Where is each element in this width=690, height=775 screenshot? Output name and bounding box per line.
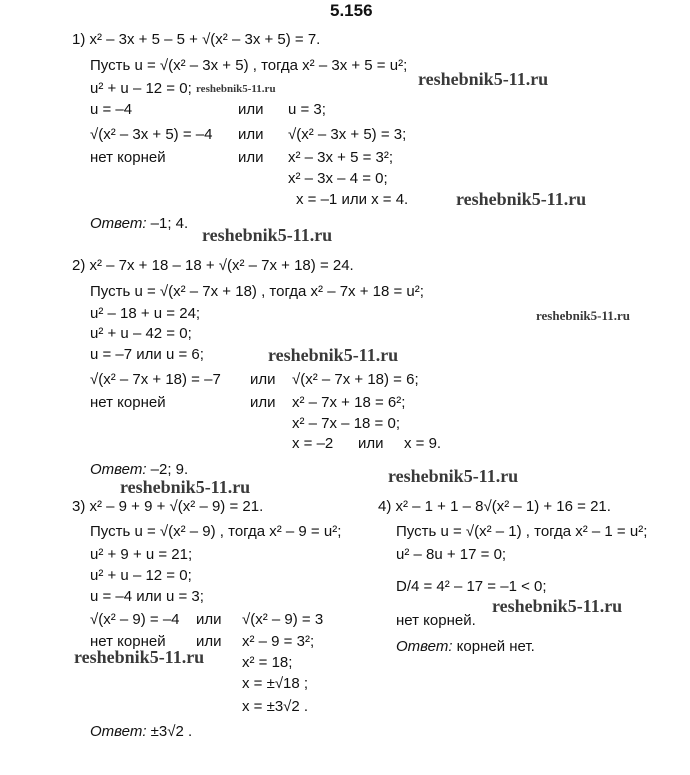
solution-line: √(x² – 7x + 18) = –7 bbox=[90, 371, 221, 388]
equation-line: 2) x² – 7x + 18 – 18 + √(x² – 7x + 18) = 24. bbox=[72, 257, 354, 274]
watermark: reshebnik5-11.ru bbox=[492, 596, 623, 616]
solution-line: x = ±3√2 . bbox=[242, 698, 309, 715]
connector-text: или bbox=[250, 394, 276, 411]
watermark: reshebnik5-11.ru bbox=[196, 83, 276, 95]
answer-line bbox=[396, 639, 535, 654]
watermark: reshebnik5-11.ru bbox=[120, 477, 251, 497]
watermark: reshebnik5-11.ru bbox=[456, 189, 587, 209]
solution-line: u = –7 или u = 6; bbox=[90, 346, 204, 363]
solution-line: u = 3; bbox=[288, 101, 326, 118]
solution-line: нет корней bbox=[90, 149, 166, 166]
watermark: reshebnik5-11.ru bbox=[536, 308, 631, 323]
equation-line: 3) x² – 9 + 9 + √(x² – 9) = 21. bbox=[72, 498, 264, 515]
solution-line: x = –2 bbox=[292, 435, 334, 452]
substitution-line: Пусть u = √(x² – 7x + 18) , тогда x² – 7x + 18 = u²; bbox=[90, 283, 424, 300]
solution-line: x² = 18; bbox=[242, 654, 293, 671]
connector-text: или bbox=[238, 101, 264, 118]
solution-line: x = ±√18 ; bbox=[242, 675, 309, 692]
equation-line: u² + u – 12 = 0; bbox=[90, 80, 192, 97]
answer-value: корней нет. bbox=[452, 638, 535, 655]
connector-text: или bbox=[250, 371, 276, 388]
solution-line: нет корней bbox=[90, 394, 166, 411]
connector-text: или bbox=[238, 126, 264, 143]
solution-line: x² – 9 = 3²; bbox=[242, 633, 315, 650]
solution-line: x² – 7x – 18 = 0; bbox=[292, 415, 400, 432]
equation-line: 4) x² – 1 + 1 – 8√(x² – 1) + 16 = 21. bbox=[378, 498, 611, 515]
answer-label: Ответ: bbox=[90, 723, 147, 740]
substitution-line: Пусть u = √(x² – 9) , тогда x² – 9 = u²; bbox=[90, 523, 342, 540]
answer-label: Ответ: bbox=[90, 461, 147, 478]
solution-line: √(x² – 3x + 5) = 3; bbox=[288, 126, 407, 143]
watermark: reshebnik5-11.ru bbox=[388, 466, 519, 486]
solution-line: нет корней. bbox=[396, 612, 476, 629]
answer-value: ±3√2 . bbox=[146, 723, 193, 740]
answer-value: –2; 9. bbox=[146, 461, 189, 478]
connector-text: или bbox=[196, 633, 222, 650]
equation-line: u² – 18 + u = 24; bbox=[90, 305, 201, 322]
equation-line: u² – 8u + 17 = 0; bbox=[396, 546, 507, 563]
solution-line: √(x² – 3x + 5) = –4 bbox=[90, 126, 213, 143]
watermark: reshebnik5-11.ru bbox=[418, 69, 549, 89]
equation-line: u² + u – 12 = 0; bbox=[90, 567, 192, 584]
equation-line: 1) x² – 3x + 5 – 5 + √(x² – 3x + 5) = 7. bbox=[72, 31, 321, 48]
equation-line: u² + u – 42 = 0; bbox=[90, 325, 192, 342]
solution-line: √(x² – 7x + 18) = 6; bbox=[292, 371, 419, 388]
equation-line: u² + 9 + u = 21; bbox=[90, 546, 193, 563]
answer-line bbox=[90, 724, 192, 739]
watermark: reshebnik5-11.ru bbox=[74, 647, 205, 667]
watermark: reshebnik5-11.ru bbox=[268, 345, 399, 365]
problem-number: 5.156 bbox=[330, 1, 373, 20]
watermark: reshebnik5-11.ru bbox=[202, 225, 333, 245]
answer-label: Ответ: bbox=[396, 638, 453, 655]
solution-line: x² – 7x + 18 = 6²; bbox=[292, 394, 406, 411]
solution-line: √(x² – 9) = 3 bbox=[242, 611, 324, 628]
answer-line bbox=[90, 462, 188, 477]
discriminant-line: D/4 = 4² – 17 = –1 < 0; bbox=[396, 578, 547, 595]
solution-line: x = –1 или x = 4. bbox=[296, 191, 409, 208]
solution-line: нет корней bbox=[90, 633, 166, 650]
solution-line: x = 9. bbox=[404, 435, 442, 452]
connector-text: или bbox=[196, 611, 222, 628]
connector-text: или bbox=[238, 149, 264, 166]
solution-line: x² – 3x + 5 = 3²; bbox=[288, 149, 394, 166]
solution-line: u = –4 или u = 3; bbox=[90, 588, 204, 605]
answer-line bbox=[90, 216, 188, 231]
substitution-line: Пусть u = √(x² – 1) , тогда x² – 1 = u²; bbox=[396, 523, 648, 540]
solution-line: √(x² – 9) = –4 bbox=[90, 611, 180, 628]
connector-text: или bbox=[358, 435, 384, 452]
solution-line: x² – 3x – 4 = 0; bbox=[288, 170, 388, 187]
solution-line: u = –4 bbox=[90, 101, 133, 118]
answer-label: Ответ: bbox=[90, 215, 147, 232]
answer-value: –1; 4. bbox=[146, 215, 189, 232]
substitution-line: Пусть u = √(x² – 3x + 5) , тогда x² – 3x + 5 = u²; bbox=[90, 57, 408, 74]
